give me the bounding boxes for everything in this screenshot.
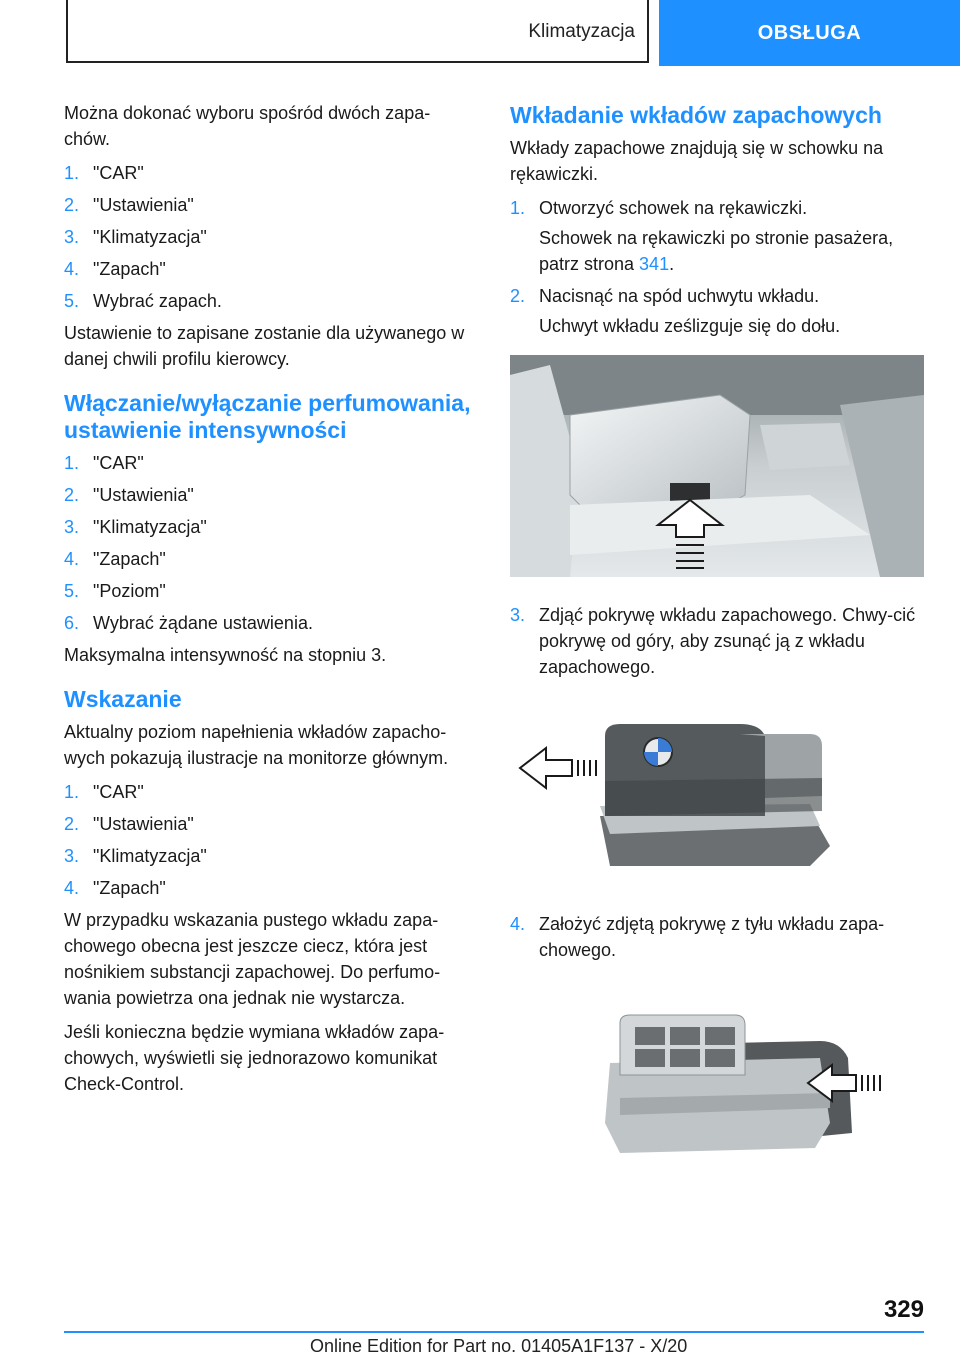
cartridge-location-paragraph: Wkłady zapachowe znajdują się w schowku na rękawiczki.	[510, 138, 884, 184]
steps-list-scent	[64, 160, 474, 314]
header-section-title: Klimatyzacja	[528, 20, 635, 42]
replacement-paragraph: Jeśli konieczna będzie wymiana wkładów zapa-chowych, wyświetli się jednorazowo komunikat Check-Control.	[64, 1022, 445, 1094]
footer-divider	[64, 1331, 924, 1333]
list-item: 5. Wybrać zapach.	[64, 291, 222, 311]
list-item: 3. "Klimatyzacja"	[64, 846, 207, 866]
list-item: 1. "CAR"	[64, 453, 144, 473]
indicator-paragraph: Aktualny poziom napełnienia wkładów zapacho-wych pokazują ilustracje na monitorze głównym.	[64, 722, 449, 768]
max-intensity-note: Maksymalna intensywność na stopniu 3.	[64, 645, 387, 665]
list-item: 1. Otworzyć schowek na rękawiczki. Schowek na rękawiczki po stronie pasażera, patrz strona 341.	[510, 198, 894, 274]
heading-indicator: Wskazanie	[64, 686, 182, 712]
list-item: 2. "Ustawienia"	[64, 195, 194, 215]
list-item: 5. "Poziom"	[64, 581, 166, 601]
steps-list-intensity	[64, 450, 474, 636]
right-column	[510, 100, 925, 1188]
empty-cartridge-paragraph: W przypadku wskazania pustego wkładu zapa-chowego obecna jest jeszcze ciecz, która jest nośnikiem substancji zapachowej. Do perfumo-wania powietrza ona jednak nie wystarcza.	[64, 910, 441, 1008]
steps-list-insert	[510, 195, 925, 339]
cartridge-cover-removal-illustration	[510, 716, 925, 893]
steps-list-indicator	[64, 779, 474, 901]
list-item: 1. "CAR"	[64, 782, 144, 802]
steps-list-insert-continued	[510, 602, 925, 680]
list-item: 3. "Klimatyzacja"	[64, 517, 207, 537]
list-item: 3. Zdjąć pokrywę wkładu zapachowego. Chwy-cić pokrywę od góry, aby zsunąć ją z wkładu zapachowego.	[510, 605, 916, 677]
list-item: 3. "Klimatyzacja"	[64, 227, 207, 247]
heading-insert-cartridges: Wkładanie wkładów zapachowych	[510, 102, 882, 128]
steps-list-insert-final	[510, 911, 925, 963]
list-item: 2. "Ustawienia"	[64, 814, 194, 834]
profile-note: Ustawienie to zapisane zostanie dla używanego w danej chwili profilu kierowcy.	[64, 323, 465, 369]
page-number: 329	[883, 1296, 924, 1323]
list-item: 2. "Ustawienia"	[64, 485, 194, 505]
list-item: 6. Wybrać żądane ustawienia.	[64, 613, 313, 633]
heading-toggle-intensity: Włączanie/wyłączanie perfumowania, ustawienie intensywności	[64, 390, 471, 443]
glovebox-holder-illustration	[510, 355, 925, 584]
list-item: 4. Założyć zdjętą pokrywę z tyłu wkładu zapa-chowego.	[510, 914, 885, 960]
list-item: 1. "CAR"	[64, 163, 144, 183]
header-chapter-tab: OBSŁUGA	[659, 0, 960, 66]
list-item: 4. "Zapach"	[64, 549, 166, 569]
cover-attached-illustration	[510, 1013, 925, 1170]
list-item: 2. Nacisnąć na spód uchwytu wkładu. Uchwyt wkładu ześlizguje się do dołu.	[510, 286, 841, 336]
list-item: 4. "Zapach"	[64, 878, 166, 898]
left-column	[64, 100, 474, 1105]
list-item: 4. "Zapach"	[64, 259, 166, 279]
page-reference-link[interactable]: 341	[639, 254, 670, 274]
edition-footer: Online Edition for Part no. 01405A1F137 - X/20	[310, 1336, 688, 1356]
intro-paragraph: Można dokonać wyboru spośród dwóch zapa-chów.	[64, 103, 431, 149]
